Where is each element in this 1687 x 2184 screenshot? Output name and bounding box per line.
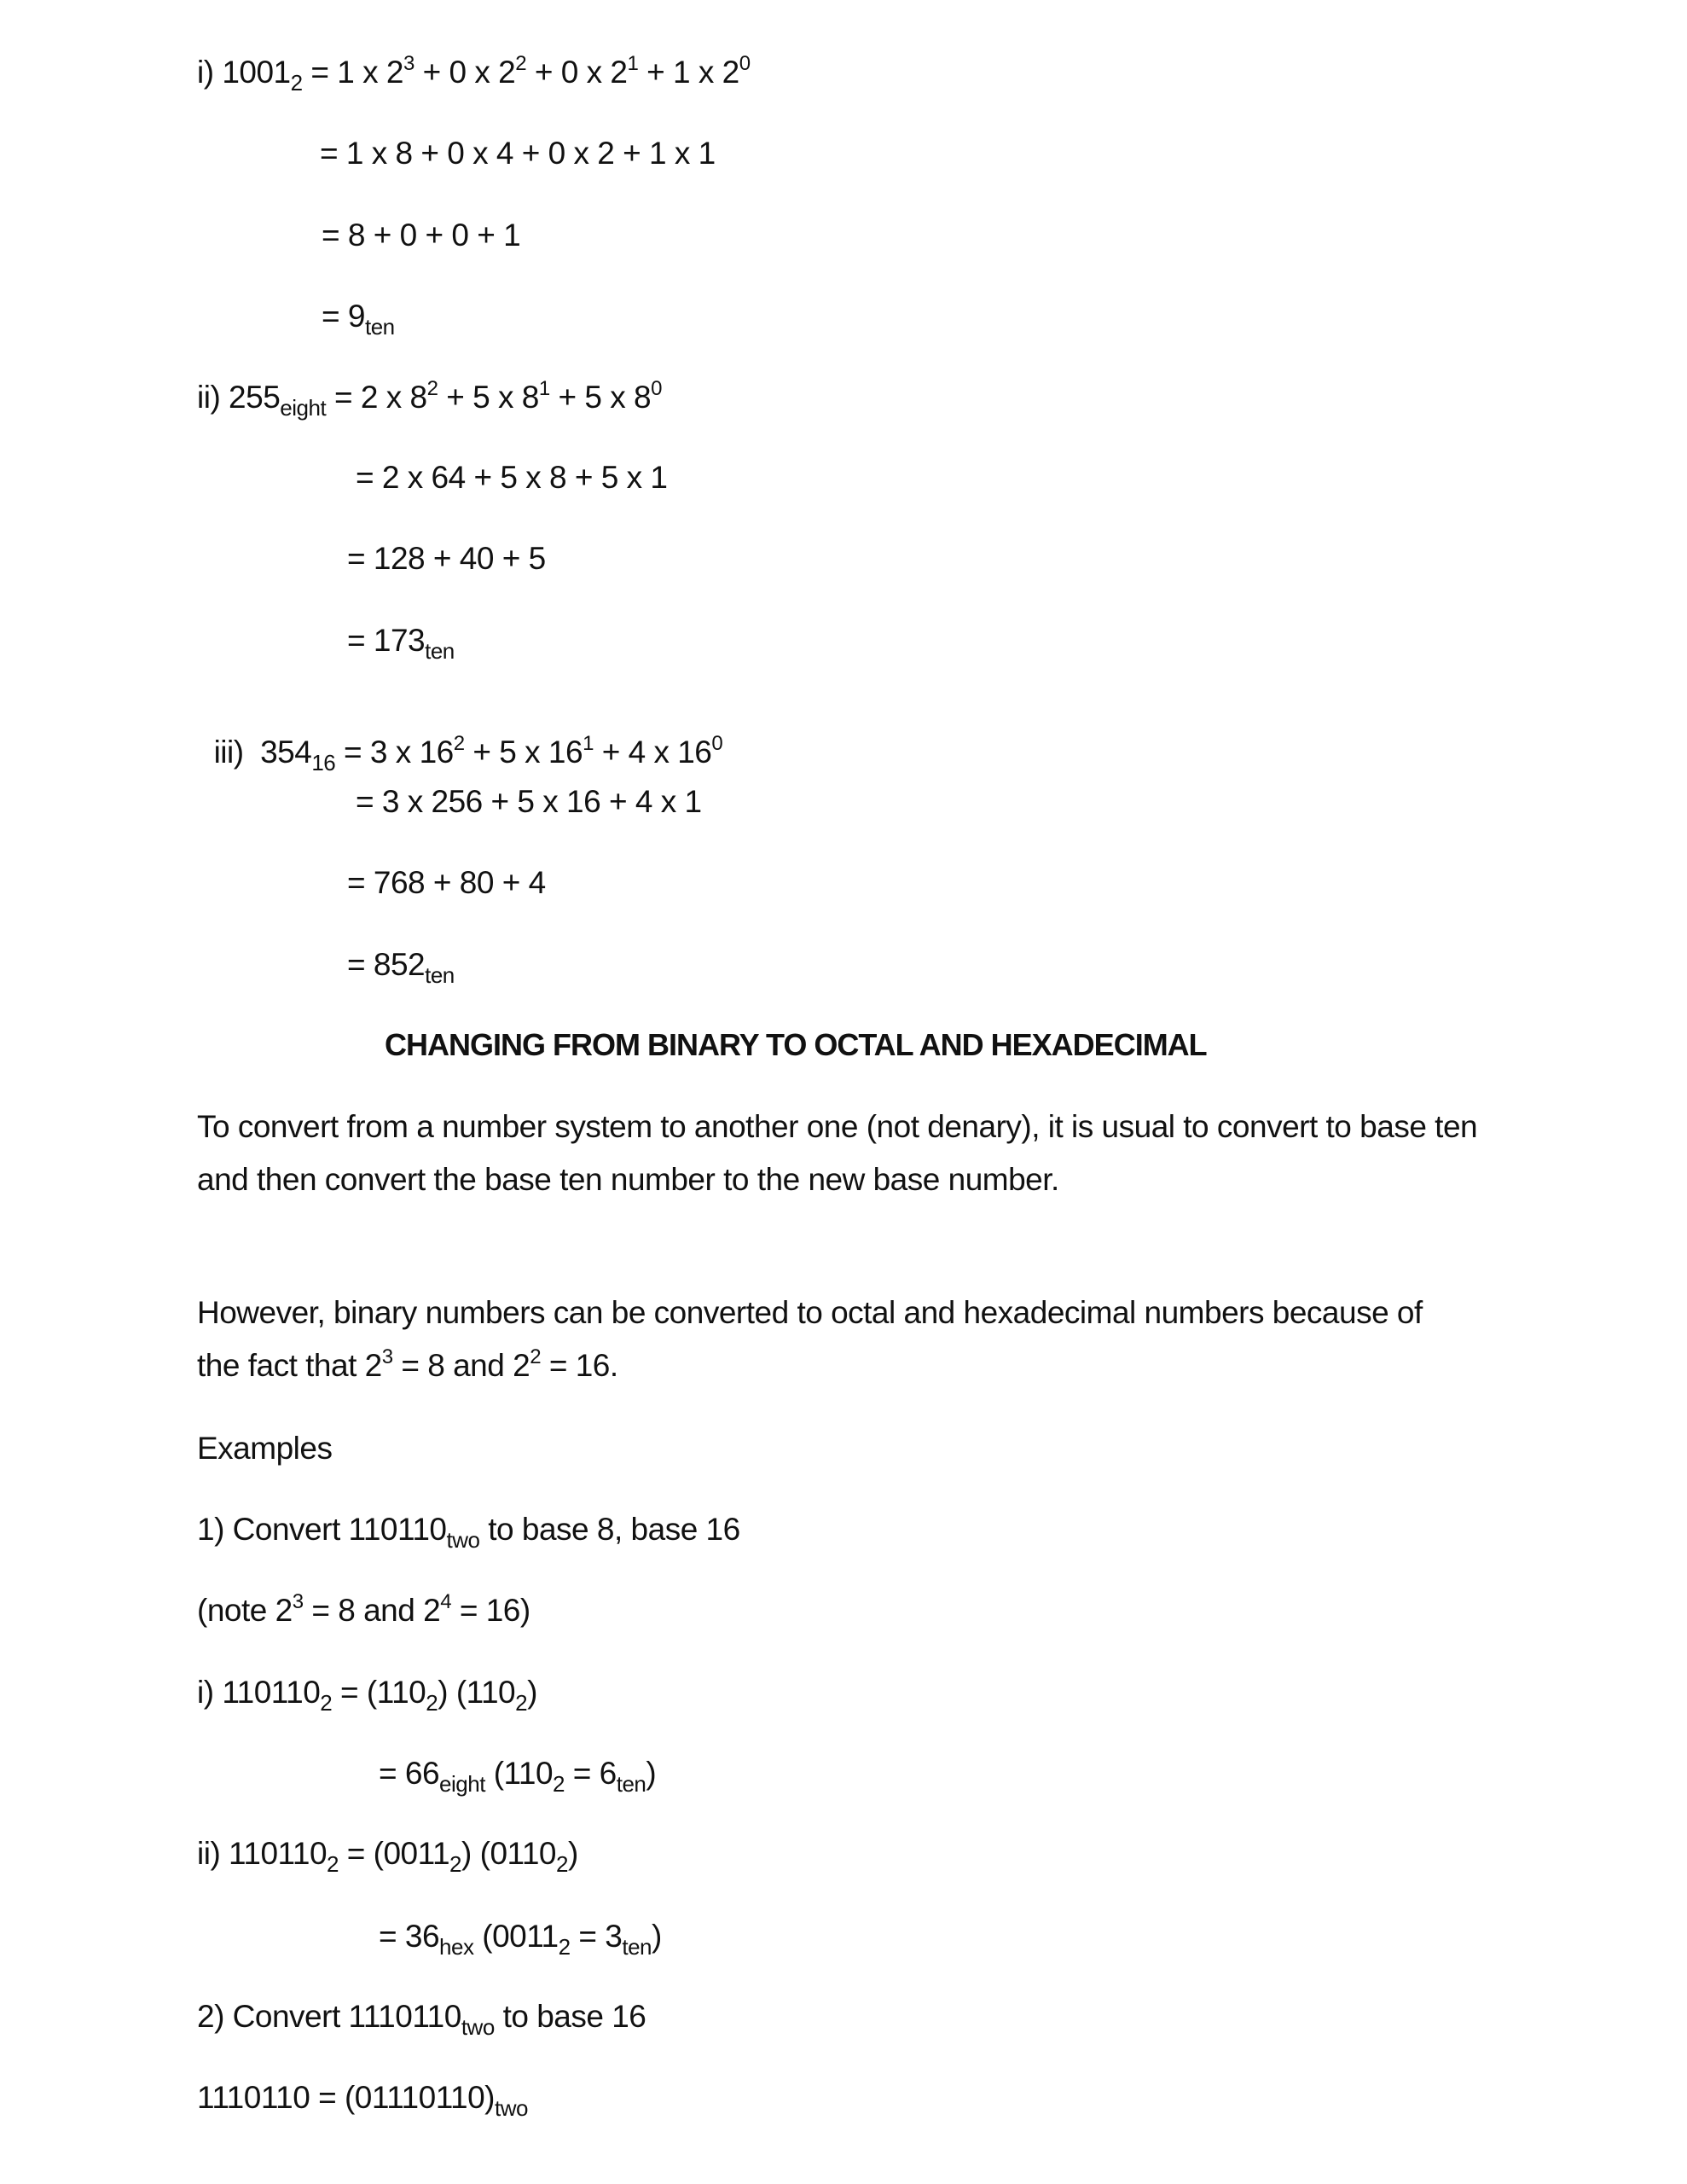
example-i-step1: = 1 x 8 + 0 x 4 + 0 x 2 + 1 x 1	[320, 136, 716, 171]
exponent: 1	[583, 732, 594, 755]
base-subscript: 16	[311, 750, 336, 775]
example-iii-expansion	[197, 705, 723, 775]
text: = 6	[565, 1756, 617, 1791]
example-1-part-ii-result	[379, 1919, 662, 1960]
base-subscript: two	[446, 1527, 480, 1553]
base-subscript: 2	[556, 1851, 568, 1877]
section-heading: CHANGING FROM BINARY TO OCTAL AND HEXADECIMAL	[385, 1027, 1207, 1062]
text: 2) Convert 1110110	[197, 1999, 461, 2034]
paragraph-text: To convert from a number system to another one (not denary), it is usual to convert to base ten and then convert the base ten number to the new base number.	[197, 1109, 1478, 1197]
base-subscript: ten	[425, 638, 455, 664]
term: + 5 x 8	[549, 380, 652, 415]
term: = 1 x 2	[302, 55, 403, 90]
example-ii-step1: = 2 x 64 + 5 x 8 + 5 x 1	[356, 460, 668, 495]
text: to base 16	[494, 1999, 646, 2034]
example-label: ii) 255	[197, 380, 281, 415]
base-subscript: 2	[558, 1934, 571, 1960]
exponent: 0	[739, 52, 751, 75]
base-subscript: two	[495, 2095, 528, 2121]
base-subscript: two	[461, 2014, 495, 2040]
example-ii-step2: = 128 + 40 + 5	[347, 541, 546, 576]
text: to base 8, base 16	[479, 1512, 740, 1547]
result-value: = 173	[347, 623, 426, 658]
term: + 5 x 16	[464, 735, 583, 770]
exponent: 4	[440, 1590, 452, 1613]
result-value: = 9	[322, 299, 365, 334]
exponent: 1	[538, 377, 550, 400]
text: )	[652, 1919, 662, 1954]
base-subscript: 2	[553, 1771, 565, 1797]
example-label: iii) 354	[213, 735, 312, 770]
example-i-expansion	[197, 52, 751, 96]
base-subscript: 2	[449, 1851, 462, 1877]
examples-label: Examples	[197, 1431, 333, 1466]
exponent: 3	[381, 1345, 393, 1368]
text: (0011	[473, 1919, 559, 1954]
example-2-title	[197, 1999, 646, 2040]
text: = 8 and 2	[392, 1348, 530, 1383]
example-ii-expansion	[197, 377, 662, 421]
exponent: 3	[403, 52, 415, 75]
term: + 0 x 2	[526, 55, 628, 90]
text: ) (0110	[461, 1836, 557, 1871]
example-1-part-i	[197, 1675, 537, 1716]
text: )	[646, 1756, 657, 1791]
text: 1) Convert 110110	[197, 1512, 447, 1547]
base-subscript: eight	[439, 1771, 485, 1797]
example-i-result	[322, 299, 395, 340]
exponent: 2	[530, 1345, 542, 1368]
exponent: 3	[292, 1590, 304, 1613]
exponent: 0	[651, 377, 662, 400]
exponent: 2	[426, 377, 438, 400]
base-subscript: hex	[439, 1934, 474, 1960]
term: = 2 x 8	[326, 380, 427, 415]
text: = 8 and 2	[303, 1593, 441, 1628]
base-subscript: ten	[616, 1771, 646, 1797]
term: + 5 x 8	[438, 380, 539, 415]
example-1-title	[197, 1512, 740, 1553]
base-subscript: 2	[515, 1690, 528, 1716]
text: )	[527, 1675, 537, 1710]
term: + 0 x 2	[414, 55, 516, 90]
paragraph-conversion-intro	[197, 1101, 1528, 1206]
term: + 1 x 2	[638, 55, 739, 90]
result-value: = 852	[347, 947, 426, 982]
text: (110	[484, 1756, 554, 1791]
example-iii-step1: = 3 x 256 + 5 x 16 + 4 x 1	[356, 784, 702, 819]
paragraph-binary-shortcut	[197, 1287, 1459, 1392]
example-1-note	[197, 1590, 530, 1628]
term: = 3 x 16	[335, 735, 454, 770]
example-1-part-ii	[197, 1836, 578, 1877]
exponent: 2	[515, 52, 527, 75]
text: However, binary numbers can be converted to octal and hexadecimal numbers because of the fact that 2	[197, 1295, 1423, 1383]
exponent: 0	[711, 732, 723, 755]
base-subscript: 2	[320, 1690, 333, 1716]
example-ii-result	[347, 623, 455, 664]
term: + 4 x 16	[593, 735, 712, 770]
text: = 66	[379, 1756, 440, 1791]
base-subscript: 2	[426, 1690, 438, 1716]
base-subscript: ten	[425, 962, 455, 988]
base-subscript: ten	[364, 314, 395, 340]
exponent: 2	[453, 732, 465, 755]
text: )	[567, 1836, 578, 1871]
base-subscript: 2	[290, 70, 303, 96]
text: i) 110110	[197, 1675, 321, 1710]
base-subscript: eight	[280, 395, 327, 421]
example-label: i) 1001	[197, 55, 291, 90]
example-iii-step2: = 768 + 80 + 4	[347, 865, 546, 900]
text: ) (110	[438, 1675, 516, 1710]
text: = 3	[570, 1919, 623, 1954]
text: = 16.	[541, 1348, 618, 1383]
text: 1110110 = (01110110)	[197, 2080, 495, 2115]
example-i-step2: = 8 + 0 + 0 + 1	[322, 218, 521, 253]
paragraph-text	[197, 1287, 1459, 1392]
example-iii-result	[347, 947, 455, 988]
text: = 16)	[451, 1593, 530, 1628]
text: (note 2	[197, 1593, 293, 1628]
text: = 36	[379, 1919, 440, 1954]
base-subscript: 2	[327, 1851, 339, 1877]
text: ii) 110110	[197, 1836, 328, 1871]
example-1-part-i-result	[379, 1756, 657, 1797]
text: = (110	[332, 1675, 426, 1710]
base-subscript: ten	[622, 1934, 652, 1960]
text: = (0011	[338, 1836, 450, 1871]
exponent: 1	[627, 52, 639, 75]
example-2-step	[197, 2080, 528, 2121]
